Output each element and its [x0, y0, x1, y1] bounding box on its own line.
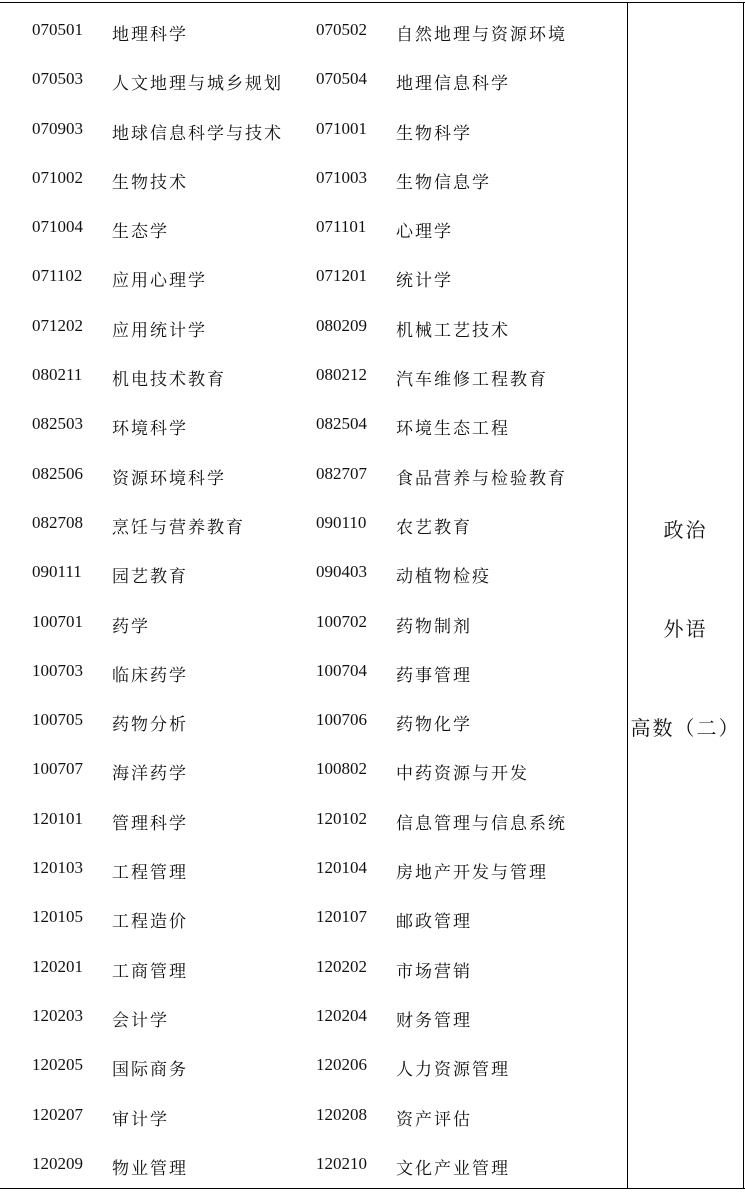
- major-name: 药学: [112, 616, 150, 636]
- table-row: [0, 308, 627, 357]
- subject-advanced-math: 高数（二）: [630, 718, 741, 740]
- major-code: 100705: [32, 710, 83, 730]
- table-row: [0, 209, 627, 258]
- major-name: 生物信息学: [396, 172, 491, 192]
- major-name: 药事管理: [396, 665, 472, 685]
- major-name: 心理学: [396, 222, 453, 242]
- major-name: 应用心理学: [112, 271, 207, 291]
- major-code: 090110: [316, 512, 367, 532]
- major-code: 120203: [32, 1005, 83, 1025]
- major-code: 120107: [316, 907, 367, 927]
- major-name: 机械工艺技术: [396, 320, 510, 340]
- table-row: [0, 456, 627, 505]
- major-name: 市场营销: [396, 961, 472, 981]
- table-row: [0, 406, 627, 455]
- major-code: 071003: [316, 167, 367, 187]
- major-code: 070504: [316, 69, 367, 89]
- table-right-border: [743, 2, 744, 1189]
- major-code: 100802: [316, 759, 367, 779]
- major-code: 080211: [32, 365, 83, 385]
- major-name: 地理科学: [112, 25, 188, 44]
- major-name: 生态学: [112, 222, 169, 242]
- major-code: 120204: [316, 1005, 367, 1025]
- major-code: 082707: [316, 463, 367, 483]
- major-code: 120103: [32, 858, 83, 878]
- major-code: 070903: [32, 118, 83, 138]
- major-code: 071202: [32, 315, 83, 335]
- table-row: [0, 998, 627, 1047]
- major-name: 药物分析: [112, 715, 188, 735]
- major-code: 080209: [316, 315, 367, 335]
- major-name: 汽车维修工程教育: [396, 370, 548, 390]
- major-name: 地理信息科学: [396, 74, 510, 94]
- major-code: 100702: [316, 611, 367, 631]
- major-code: 120104: [316, 858, 367, 878]
- major-name: 烹饪与营养教育: [112, 517, 245, 537]
- major-code: 082708: [32, 512, 83, 532]
- major-code: 120205: [32, 1055, 83, 1075]
- table-row: [0, 12, 627, 61]
- major-code: 071102: [32, 266, 83, 286]
- major-name: 国际商务: [112, 1060, 188, 1080]
- major-code: 120201: [32, 956, 83, 976]
- major-name: 食品营养与检验教育: [396, 468, 567, 488]
- table-row: [0, 850, 627, 899]
- major-name: 统计学: [396, 271, 453, 291]
- major-name: 人力资源管理: [396, 1060, 510, 1080]
- major-name: 财务管理: [396, 1010, 472, 1030]
- major-name: 生物技术: [112, 172, 188, 192]
- major-name: 自然地理与资源环境: [396, 25, 567, 44]
- table-row: [0, 702, 627, 751]
- major-list: [0, 12, 627, 1195]
- table-row: [0, 258, 627, 307]
- major-name: 动植物检疫: [396, 567, 491, 587]
- major-name: 生物科学: [396, 123, 472, 143]
- major-code: 120101: [32, 808, 83, 828]
- table-row: [0, 1097, 627, 1146]
- major-name: 地球信息科学与技术: [112, 123, 283, 143]
- major-code: 120209: [32, 1153, 83, 1173]
- major-code: 100703: [32, 660, 83, 680]
- major-code: 120207: [32, 1104, 83, 1124]
- major-name: 工程管理: [112, 863, 188, 883]
- major-code: 100706: [316, 710, 367, 730]
- table-row: [0, 111, 627, 160]
- table-row: [0, 899, 627, 948]
- major-code: 071004: [32, 217, 83, 237]
- table-row: [0, 801, 627, 850]
- major-code: 120105: [32, 907, 83, 927]
- major-table: [0, 2, 745, 1188]
- major-name: 资源环境科学: [112, 468, 226, 488]
- major-code: 071001: [316, 118, 367, 138]
- major-code: 071101: [316, 217, 367, 237]
- major-code: 120206: [316, 1055, 367, 1075]
- major-code: 100701: [32, 611, 83, 631]
- major-name: 房地产开发与管理: [396, 863, 548, 883]
- major-code: 090111: [32, 562, 82, 582]
- major-code: 082503: [32, 414, 83, 434]
- major-name: 园艺教育: [112, 567, 188, 587]
- major-code: 120202: [316, 956, 367, 976]
- major-name: 会计学: [112, 1010, 169, 1030]
- table-row: [0, 357, 627, 406]
- major-code: 120208: [316, 1104, 367, 1124]
- major-code: 082506: [32, 463, 83, 483]
- table-row: [0, 1047, 627, 1096]
- subject-foreign-language: 外语: [663, 619, 708, 641]
- major-name: 信息管理与信息系统: [396, 813, 567, 833]
- major-name: 人文地理与城乡规划: [112, 74, 283, 94]
- major-name: 邮政管理: [396, 912, 472, 932]
- major-name: 中药资源与开发: [396, 764, 529, 784]
- major-name: 机电技术教育: [112, 370, 226, 390]
- major-name: 文化产业管理: [396, 1158, 510, 1178]
- major-name: 审计学: [112, 1109, 169, 1129]
- major-name: 农艺教育: [396, 517, 472, 537]
- exam-subjects-cell: [628, 2, 743, 1188]
- major-code: 071002: [32, 167, 83, 187]
- major-name: 管理科学: [112, 813, 188, 833]
- table-row: [0, 653, 627, 702]
- major-name: 物业管理: [112, 1158, 188, 1178]
- major-name: 环境科学: [112, 419, 188, 439]
- major-name: 药物制剂: [396, 616, 472, 636]
- table-row: [0, 61, 627, 110]
- major-code: 100707: [32, 759, 83, 779]
- table-row: [0, 505, 627, 554]
- major-code: 120102: [316, 808, 367, 828]
- table-row: [0, 751, 627, 800]
- table-row: [0, 949, 627, 998]
- major-code: 070503: [32, 69, 83, 89]
- subject-politics: 政治: [663, 520, 708, 542]
- major-name: 临床药学: [112, 665, 188, 685]
- major-code: 100704: [316, 660, 367, 680]
- major-name: 工程造价: [112, 912, 188, 932]
- table-row: [0, 554, 627, 603]
- table-row: [0, 604, 627, 653]
- major-code: 070502: [316, 20, 367, 39]
- major-name: 药物化学: [396, 715, 472, 735]
- major-name: 工商管理: [112, 961, 188, 981]
- major-code: 120210: [316, 1153, 367, 1173]
- table-row: [0, 1146, 627, 1195]
- major-name: 应用统计学: [112, 320, 207, 340]
- major-code: 082504: [316, 414, 367, 434]
- major-code: 070501: [32, 20, 83, 39]
- major-code: 090403: [316, 562, 367, 582]
- major-name: 环境生态工程: [396, 419, 510, 439]
- major-name: 资产评估: [396, 1109, 472, 1129]
- table-row: [0, 160, 627, 209]
- major-code: 080212: [316, 365, 367, 385]
- major-code: 071201: [316, 266, 367, 286]
- major-name: 海洋药学: [112, 764, 188, 784]
